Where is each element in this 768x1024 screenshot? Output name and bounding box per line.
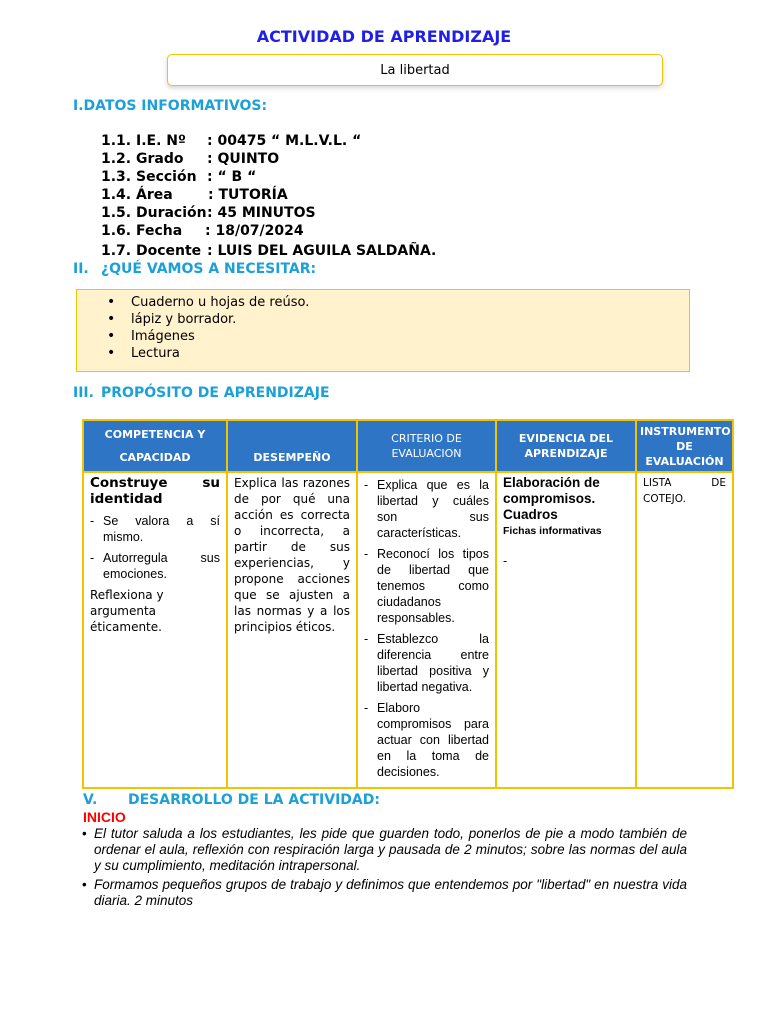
materials-list bbox=[77, 290, 689, 362]
phase-label: INICIO bbox=[83, 809, 126, 825]
info-value: : “ B “ bbox=[207, 169, 257, 185]
criterio-item: - Explica que es la libertad y cuáles son sus características. bbox=[364, 477, 489, 541]
header-competencia-line1: COMPETENCIA Y bbox=[104, 428, 206, 441]
capacidad-item: - Autorregula sus emociones. bbox=[90, 550, 220, 582]
criterio-item: - Establezco la diferencia entre libertad positiva y libertad negativa. bbox=[364, 631, 489, 695]
capacidad-item: - Se valora a sí mismo. bbox=[90, 513, 220, 545]
evidencia-main: Elaboración de compromisos. Cuadros bbox=[503, 475, 600, 522]
materials-item: • lápiz y borrador. bbox=[131, 311, 689, 328]
section1-heading: I.DATOS INFORMATIVOS: bbox=[73, 98, 268, 114]
materials-box bbox=[76, 289, 690, 372]
purpose-table bbox=[82, 419, 734, 789]
topic-text: La libertad bbox=[380, 62, 450, 78]
cell-criterios bbox=[357, 472, 496, 788]
info-label: 1.2. Grado bbox=[101, 151, 184, 167]
document-title: ACTIVIDAD DE APRENDIZAJE bbox=[256, 27, 512, 46]
capacidades-list bbox=[90, 513, 220, 582]
info-value: : 00475 “ M.L.V.L. “ bbox=[207, 133, 362, 149]
header-criterio: CRITERIO DE EVALUACION bbox=[357, 420, 496, 472]
criterio-item: - Elaboro compromisos para actuar con libertad en la toma de decisiones. bbox=[364, 700, 489, 780]
topic-box bbox=[167, 54, 663, 86]
info-label: 1.3. Sección bbox=[101, 169, 197, 185]
section2-heading: ¿QUÉ VAMOS A NECESITAR: bbox=[101, 261, 317, 277]
header-evidencia: EVIDENCIA DEL APRENDIZAJE bbox=[496, 420, 636, 472]
materials-item: • Imágenes bbox=[131, 328, 689, 345]
info-value: : TUTORÍA bbox=[208, 187, 288, 203]
criterios-list bbox=[364, 477, 489, 780]
info-label: 1.5. Duración bbox=[101, 205, 207, 221]
competencia-extra: Reflexiona y argumenta éticamente. bbox=[90, 588, 164, 634]
header-desempeno: DESEMPEÑO bbox=[227, 420, 357, 472]
info-label: 1.1. I.E. Nº bbox=[101, 133, 186, 149]
purpose-table-header bbox=[83, 420, 733, 472]
section2-number: II. bbox=[73, 261, 89, 277]
header-instrumento: INSTRUMENTO DE EVALUACIÓN bbox=[636, 420, 733, 472]
info-value: : LUIS DEL AGUILA SALDAÑA. bbox=[207, 243, 437, 259]
competencia-main: Construye su identidad bbox=[90, 475, 220, 507]
purpose-table-row bbox=[83, 472, 733, 788]
info-value: : QUINTO bbox=[207, 151, 280, 167]
section3-number: III. bbox=[73, 385, 94, 401]
section5-number: V. bbox=[83, 792, 98, 808]
header-competencia-line2: CAPACIDAD bbox=[119, 451, 191, 464]
development-item: • Formamos pequeños grupos de trabajo y definimos que entendemos por "libertad" en nuestra vida diaria. 2 minutos bbox=[82, 877, 687, 909]
info-label: 1.7. Docente bbox=[101, 243, 202, 259]
section3-heading: PROPÓSITO DE APRENDIZAJE bbox=[101, 385, 330, 401]
section5-heading: DESARROLLO DE LA ACTIVIDAD: bbox=[128, 792, 380, 808]
development-list bbox=[82, 826, 687, 912]
info-value: : 45 MINUTOS bbox=[207, 205, 316, 221]
development-item: • El tutor saluda a los estudiantes, les pide que guarden todo, ponerlos de pie a modo también de ordenar el aula, reflexión con respiración larga y pausada de 2 minutos; sobre las normas del aula y su cumplimiento, meditación intrapersonal. bbox=[82, 826, 687, 874]
info-label: 1.6. Fecha bbox=[101, 223, 183, 239]
materials-item: • Lectura bbox=[131, 345, 689, 362]
criterio-item: - Reconocí los tipos de libertad que tenemos como ciudadanos responsables. bbox=[364, 546, 489, 626]
cell-instrumento: LISTA DE COTEJO. bbox=[636, 472, 733, 788]
cell-competencia bbox=[83, 472, 227, 788]
materials-item: • Cuaderno u hojas de reúso. bbox=[131, 294, 689, 311]
cell-desempeno: Explica las razones de por qué una acción es correcta o incorrecta, a partir de sus experiencias, y propone acciones que se ajusten a las normas y a los principios éticos. bbox=[227, 472, 357, 788]
info-label: 1.4. Área bbox=[101, 187, 173, 203]
evidencia-sub: Fichas informativas bbox=[503, 525, 602, 537]
evidencia-dash: - bbox=[503, 554, 508, 568]
header-competencia bbox=[83, 420, 227, 472]
info-value: : 18/07/2024 bbox=[205, 223, 304, 239]
cell-evidencia bbox=[496, 472, 636, 788]
